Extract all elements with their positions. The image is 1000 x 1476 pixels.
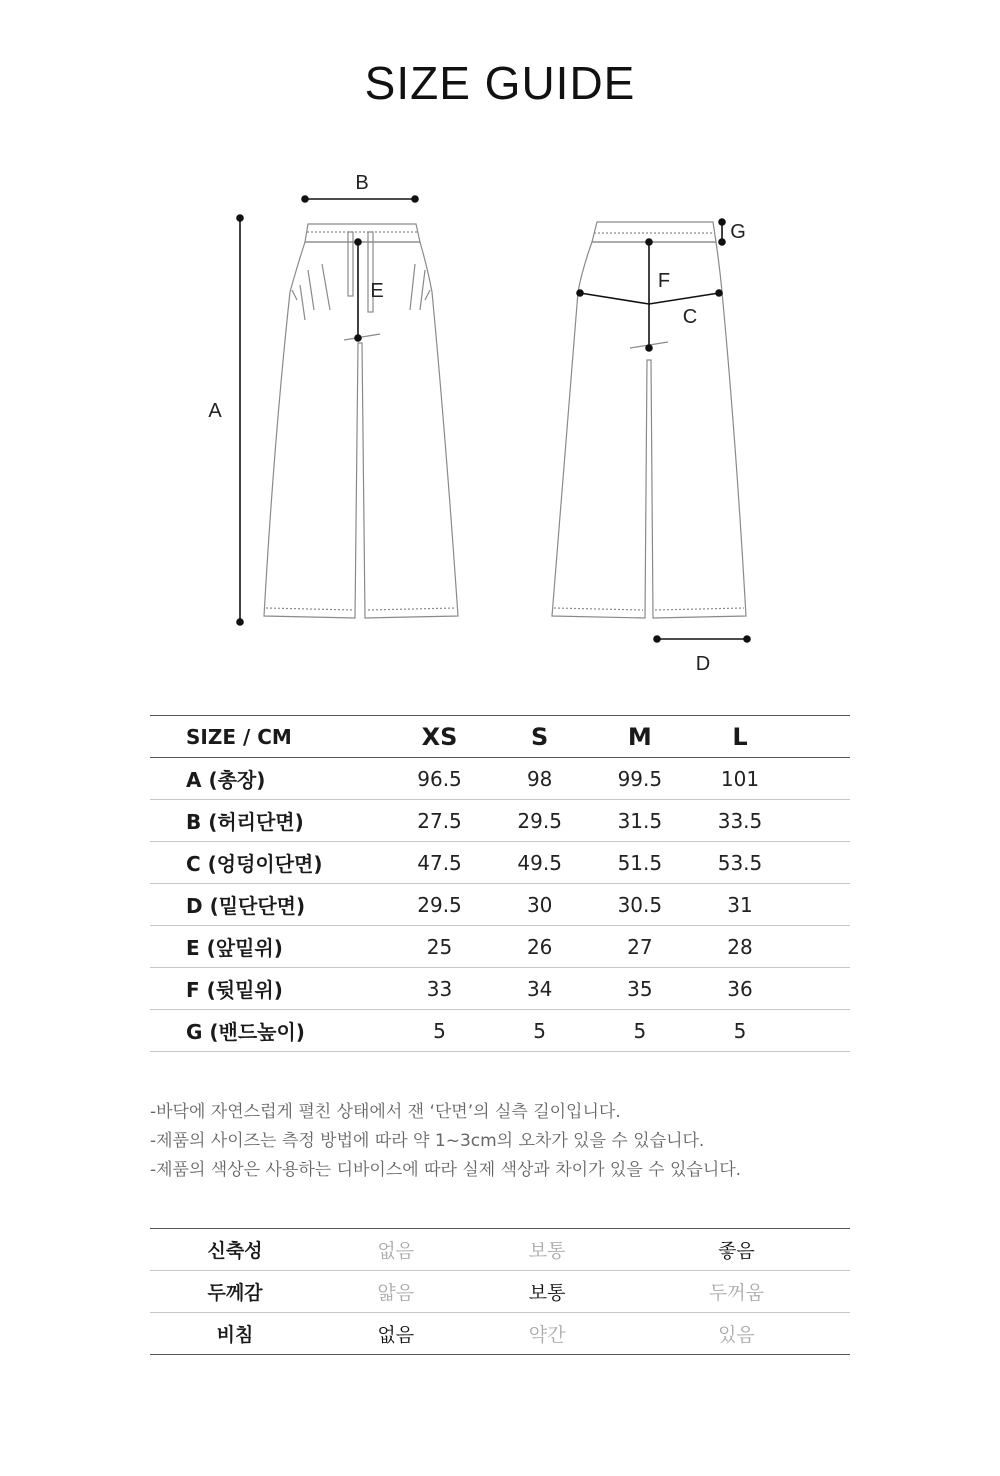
row-label: G (밴드높이) — [186, 1020, 305, 1044]
table-row — [150, 884, 850, 926]
label-c: C — [682, 306, 698, 328]
fabric-info-table — [150, 1228, 850, 1355]
row-label: B (허리단면) — [186, 810, 304, 834]
spacer — [790, 842, 850, 884]
row-label: C (엉덩이단면) — [186, 852, 323, 876]
label-b: B — [355, 172, 369, 194]
cell-value: 53.5 — [717, 850, 763, 875]
row-label: F (뒷밑위) — [186, 978, 283, 1002]
fabric-option: 있음 — [718, 1324, 755, 1346]
spacer — [790, 926, 850, 968]
fabric-option: 좋음 — [718, 1240, 755, 1262]
fabric-row-stretch — [150, 1229, 850, 1271]
pants-diagram — [0, 160, 1000, 694]
fabric-option: 보통 — [528, 1282, 566, 1304]
fabric-row-sheerness — [150, 1313, 850, 1355]
cell-value: 30 — [526, 892, 553, 917]
table-row — [150, 842, 850, 884]
cell-value: 5 — [533, 1018, 547, 1043]
note-line: -바닥에 자연스럽게 펼친 상태에서 잰 ‘단면’의 실측 길이입니다. — [150, 1102, 621, 1122]
label-a: A — [208, 400, 222, 422]
fabric-option: 보통 — [528, 1240, 566, 1262]
row-label: E (앞밑위) — [186, 936, 283, 960]
table-row — [150, 758, 850, 800]
cell-value: 36 — [727, 976, 753, 1001]
spacer — [790, 758, 850, 800]
label-e: E — [370, 280, 384, 302]
cell-value: 96.5 — [417, 766, 462, 791]
fabric-label: 신축성 — [207, 1240, 263, 1262]
spacer — [790, 800, 850, 842]
front-pants-outline — [264, 242, 458, 618]
cell-value: 27 — [627, 934, 653, 959]
page-title: SIZE GUIDE — [364, 57, 636, 109]
fabric-option: 없음 — [377, 1240, 415, 1262]
cell-value: 29.5 — [417, 892, 462, 917]
size-header-label: SIZE / CM — [186, 724, 292, 749]
cell-value: 5 — [433, 1018, 446, 1043]
label-g: G — [730, 221, 746, 243]
fabric-row-thickness — [150, 1271, 850, 1313]
back-waistband — [592, 222, 716, 242]
cell-value: 5 — [733, 1018, 747, 1043]
cell-value: 30.5 — [617, 892, 663, 917]
label-f: F — [657, 270, 671, 292]
fabric-option: 두꺼움 — [708, 1282, 764, 1304]
cell-value: 33.5 — [717, 808, 763, 833]
size-col-m: M — [627, 722, 652, 751]
cell-value: 27.5 — [417, 808, 462, 833]
cell-value: 98 — [526, 766, 553, 791]
note-line: -제품의 사이즈는 측정 방법에 따라 약 1~3cm의 오차가 있을 수 있습니다. — [150, 1131, 705, 1151]
cell-value: 5 — [633, 1018, 647, 1043]
cell-value: 29.5 — [517, 808, 562, 833]
measurement-notes — [150, 1098, 741, 1185]
fabric-option: 없음 — [377, 1324, 415, 1346]
row-label: A (총장) — [186, 768, 266, 792]
cell-value: 25 — [426, 934, 453, 959]
size-col-l: L — [732, 722, 748, 751]
label-d: D — [695, 653, 711, 675]
size-table-header — [150, 716, 850, 758]
cell-value: 26 — [526, 934, 553, 959]
fabric-label: 비침 — [216, 1324, 254, 1346]
cell-value: 34 — [526, 976, 553, 1001]
cell-value: 31.5 — [617, 808, 663, 833]
spacer — [790, 716, 850, 758]
table-row — [150, 800, 850, 842]
table-row — [150, 968, 850, 1010]
cell-value: 35 — [627, 976, 653, 1001]
size-table — [150, 715, 850, 1052]
fabric-label: 두께감 — [207, 1282, 263, 1304]
cell-value: 49.5 — [517, 850, 562, 875]
cell-value: 101 — [720, 766, 760, 791]
cell-value: 99.5 — [617, 766, 663, 791]
fabric-option: 얇음 — [377, 1282, 415, 1304]
cell-value: 28 — [727, 934, 753, 959]
size-col-s: S — [531, 722, 549, 751]
spacer — [790, 1010, 850, 1052]
fabric-option: 약간 — [528, 1324, 566, 1346]
spacer — [790, 968, 850, 1010]
cell-value: 51.5 — [617, 850, 663, 875]
row-label: D (밑단단면) — [186, 894, 306, 918]
note-line: -제품의 색상은 사용하는 디바이스에 따라 실제 색상과 차이가 있을 수 있습니다. — [150, 1160, 742, 1180]
cell-value: 47.5 — [417, 850, 462, 875]
size-col-xs: XS — [421, 722, 458, 751]
spacer — [790, 884, 850, 926]
cell-value: 33 — [426, 976, 453, 1001]
cell-value: 31 — [727, 892, 753, 917]
table-row — [150, 1010, 850, 1052]
front-waistband — [305, 224, 420, 242]
table-row — [150, 926, 850, 968]
